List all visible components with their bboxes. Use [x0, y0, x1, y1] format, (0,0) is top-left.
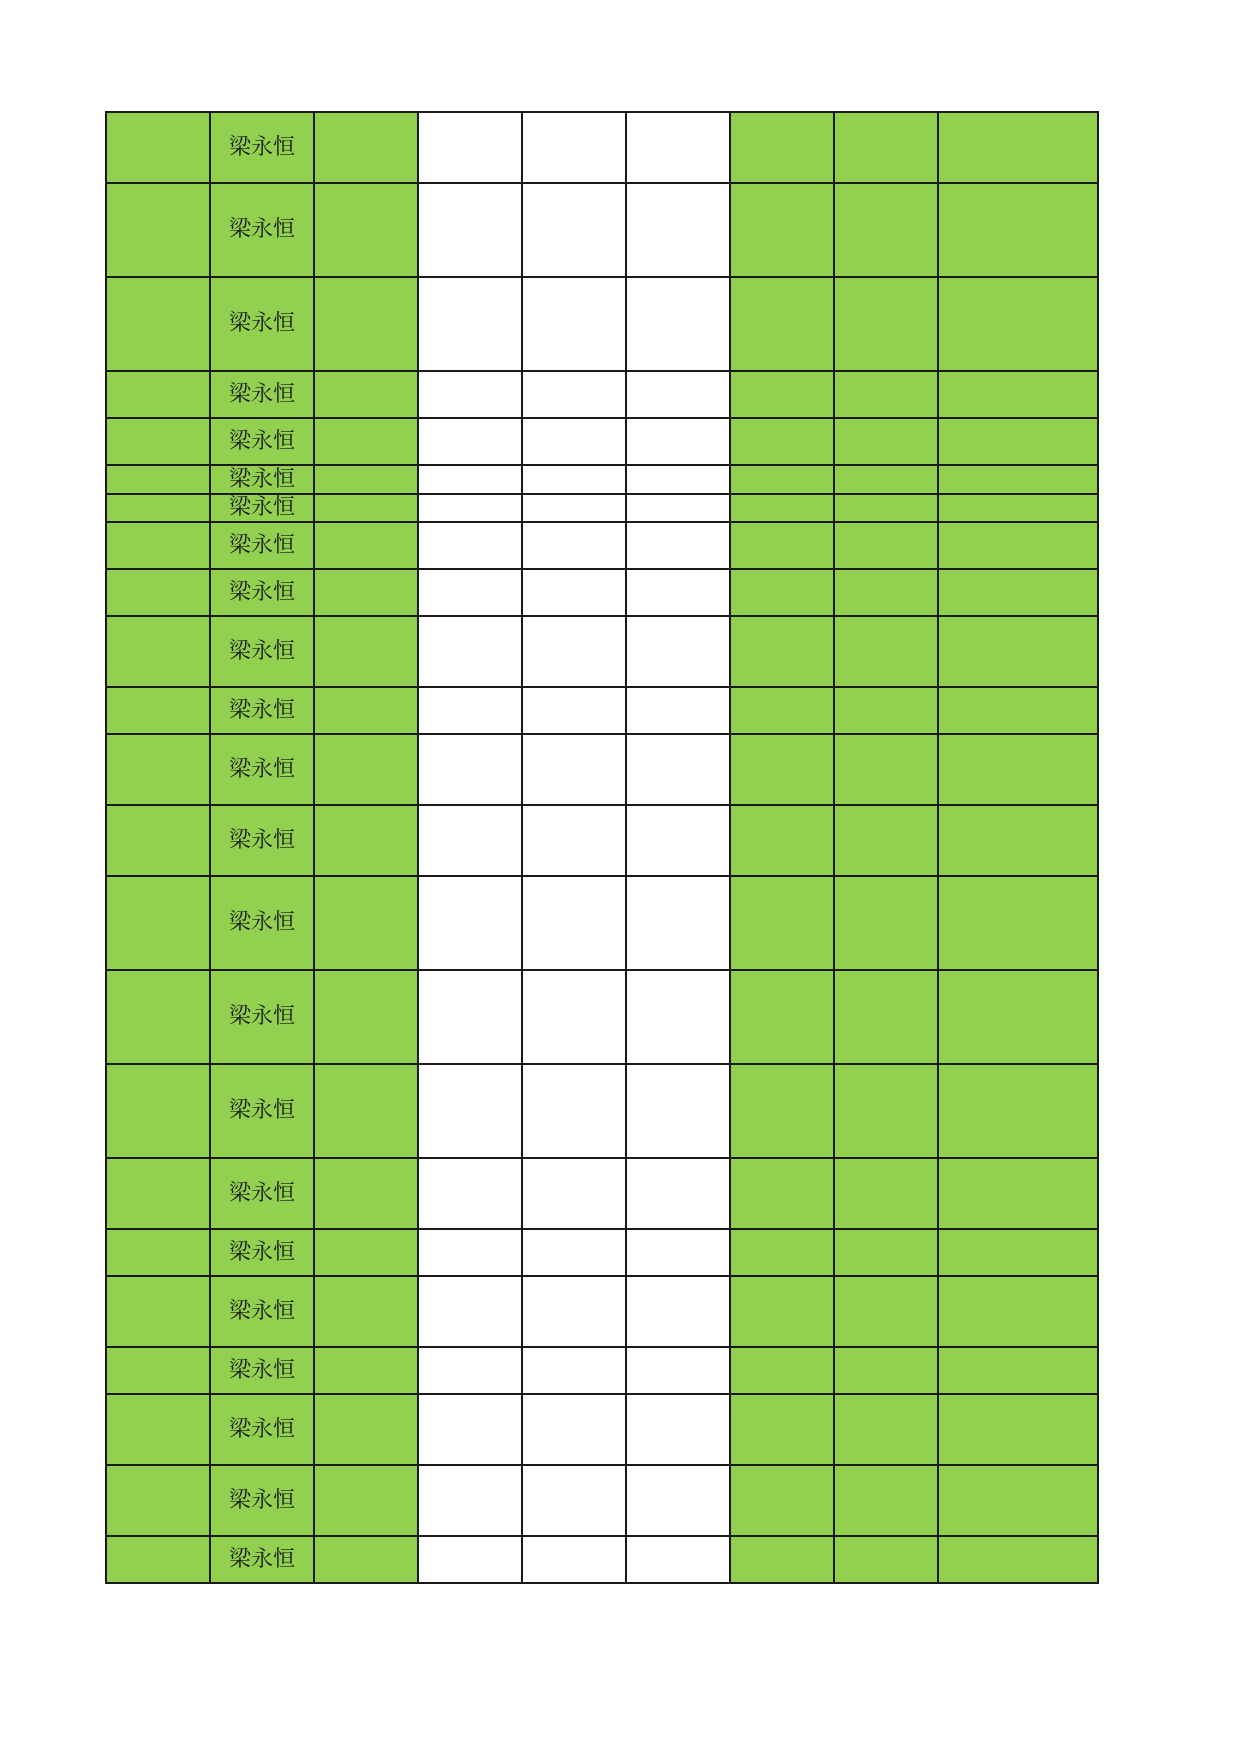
col-i-cell [938, 1229, 1098, 1276]
col-f-cell [626, 687, 730, 734]
col-i-cell [938, 183, 1098, 277]
col-e-cell [522, 687, 626, 734]
col-i-cell [938, 522, 1098, 569]
col-f-cell [626, 1158, 730, 1229]
col-d-cell [418, 1276, 522, 1347]
col-e-cell [522, 522, 626, 569]
col-e-cell [522, 183, 626, 277]
col-e-cell [522, 494, 626, 522]
name-cell: 梁永恒 [210, 1064, 314, 1158]
col-d-cell [418, 1229, 522, 1276]
col-f-cell [626, 371, 730, 418]
col-d-cell [418, 522, 522, 569]
col-d-cell [418, 1347, 522, 1394]
col-d-cell [418, 277, 522, 371]
col-c-cell [314, 371, 418, 418]
col-i-cell [938, 1536, 1098, 1583]
col-g-cell [730, 1465, 834, 1536]
col-g-cell [730, 522, 834, 569]
col-h-cell [834, 1536, 938, 1583]
col-a-cell [106, 616, 210, 687]
col-e-cell [522, 805, 626, 876]
col-e-cell [522, 1536, 626, 1583]
name-cell: 梁永恒 [210, 183, 314, 277]
col-h-cell [834, 734, 938, 805]
name-cell: 梁永恒 [210, 687, 314, 734]
col-c-cell [314, 1394, 418, 1465]
name-cell: 梁永恒 [210, 1276, 314, 1347]
name-cell: 梁永恒 [210, 522, 314, 569]
col-f-cell [626, 876, 730, 970]
col-d-cell [418, 805, 522, 876]
col-d-cell [418, 876, 522, 970]
col-c-cell [314, 418, 418, 465]
col-e-cell [522, 112, 626, 183]
col-g-cell [730, 687, 834, 734]
col-f-cell [626, 1276, 730, 1347]
col-i-cell [938, 112, 1098, 183]
col-c-cell [314, 494, 418, 522]
col-f-cell [626, 494, 730, 522]
col-g-cell [730, 805, 834, 876]
col-a-cell [106, 371, 210, 418]
name-cell: 梁永恒 [210, 876, 314, 970]
col-e-cell [522, 465, 626, 494]
col-f-cell [626, 805, 730, 876]
table-row [106, 734, 1098, 805]
col-e-cell [522, 1064, 626, 1158]
table-row [106, 616, 1098, 687]
col-f-cell [626, 1064, 730, 1158]
col-g-cell [730, 418, 834, 465]
col-i-cell [938, 970, 1098, 1064]
col-d-cell [418, 1394, 522, 1465]
col-a-cell [106, 734, 210, 805]
col-d-cell [418, 616, 522, 687]
col-d-cell [418, 418, 522, 465]
name-cell: 梁永恒 [210, 494, 314, 522]
col-f-cell [626, 277, 730, 371]
name-cell: 梁永恒 [210, 1536, 314, 1583]
spreadsheet-table [105, 111, 1099, 1584]
col-f-cell [626, 1229, 730, 1276]
col-c-cell [314, 805, 418, 876]
col-i-cell [938, 1465, 1098, 1536]
col-g-cell [730, 734, 834, 805]
col-i-cell [938, 1276, 1098, 1347]
col-f-cell [626, 734, 730, 805]
table-row [106, 371, 1098, 418]
col-f-cell [626, 569, 730, 616]
name-cell: 梁永恒 [210, 1394, 314, 1465]
col-a-cell [106, 1158, 210, 1229]
table-row [106, 1536, 1098, 1583]
col-g-cell [730, 183, 834, 277]
col-h-cell [834, 687, 938, 734]
col-d-cell [418, 1064, 522, 1158]
col-i-cell [938, 569, 1098, 616]
col-e-cell [522, 1276, 626, 1347]
col-g-cell [730, 1536, 834, 1583]
name-cell: 梁永恒 [210, 805, 314, 876]
col-f-cell [626, 112, 730, 183]
col-g-cell [730, 277, 834, 371]
col-h-cell [834, 371, 938, 418]
col-h-cell [834, 112, 938, 183]
col-a-cell [106, 876, 210, 970]
col-d-cell [418, 687, 522, 734]
col-e-cell [522, 1158, 626, 1229]
name-cell: 梁永恒 [210, 569, 314, 616]
col-h-cell [834, 616, 938, 687]
table-row [106, 1394, 1098, 1465]
col-c-cell [314, 970, 418, 1064]
col-i-cell [938, 418, 1098, 465]
table-row [106, 522, 1098, 569]
col-a-cell [106, 1394, 210, 1465]
col-g-cell [730, 1229, 834, 1276]
col-h-cell [834, 1347, 938, 1394]
col-c-cell [314, 569, 418, 616]
table-row [106, 112, 1098, 183]
table-row [106, 687, 1098, 734]
col-c-cell [314, 465, 418, 494]
col-e-cell [522, 569, 626, 616]
col-g-cell [730, 494, 834, 522]
col-h-cell [834, 1158, 938, 1229]
col-e-cell [522, 1347, 626, 1394]
col-a-cell [106, 1347, 210, 1394]
name-cell: 梁永恒 [210, 1158, 314, 1229]
col-a-cell [106, 805, 210, 876]
col-h-cell [834, 522, 938, 569]
col-a-cell [106, 418, 210, 465]
col-a-cell [106, 277, 210, 371]
col-e-cell [522, 1229, 626, 1276]
col-i-cell [938, 1347, 1098, 1394]
col-d-cell [418, 1536, 522, 1583]
col-i-cell [938, 371, 1098, 418]
col-a-cell [106, 183, 210, 277]
col-a-cell [106, 1536, 210, 1583]
col-a-cell [106, 970, 210, 1064]
col-d-cell [418, 465, 522, 494]
col-g-cell [730, 569, 834, 616]
col-g-cell [730, 1347, 834, 1394]
table-row [106, 1158, 1098, 1229]
col-i-cell [938, 1158, 1098, 1229]
name-cell: 梁永恒 [210, 616, 314, 687]
col-h-cell [834, 277, 938, 371]
col-h-cell [834, 494, 938, 522]
col-d-cell [418, 569, 522, 616]
name-cell: 梁永恒 [210, 1347, 314, 1394]
col-c-cell [314, 522, 418, 569]
col-c-cell [314, 1465, 418, 1536]
col-a-cell [106, 687, 210, 734]
col-h-cell [834, 1465, 938, 1536]
table-row [106, 1347, 1098, 1394]
col-c-cell [314, 112, 418, 183]
col-i-cell [938, 1394, 1098, 1465]
col-c-cell [314, 876, 418, 970]
col-a-cell [106, 1229, 210, 1276]
col-g-cell [730, 112, 834, 183]
col-h-cell [834, 876, 938, 970]
col-a-cell [106, 1064, 210, 1158]
table-row [106, 805, 1098, 876]
col-d-cell [418, 183, 522, 277]
col-c-cell [314, 277, 418, 371]
name-cell: 梁永恒 [210, 1465, 314, 1536]
col-a-cell [106, 112, 210, 183]
col-f-cell [626, 522, 730, 569]
col-c-cell [314, 1536, 418, 1583]
col-f-cell [626, 183, 730, 277]
col-g-cell [730, 970, 834, 1064]
col-i-cell [938, 734, 1098, 805]
col-h-cell [834, 1394, 938, 1465]
col-e-cell [522, 876, 626, 970]
name-cell: 梁永恒 [210, 371, 314, 418]
col-f-cell [626, 465, 730, 494]
col-g-cell [730, 465, 834, 494]
col-i-cell [938, 687, 1098, 734]
col-c-cell [314, 734, 418, 805]
col-g-cell [730, 1394, 834, 1465]
col-f-cell [626, 1465, 730, 1536]
col-g-cell [730, 616, 834, 687]
col-e-cell [522, 418, 626, 465]
name-cell: 梁永恒 [210, 734, 314, 805]
col-d-cell [418, 112, 522, 183]
col-c-cell [314, 1064, 418, 1158]
col-g-cell [730, 876, 834, 970]
col-h-cell [834, 1229, 938, 1276]
col-i-cell [938, 616, 1098, 687]
name-cell: 梁永恒 [210, 970, 314, 1064]
col-g-cell [730, 1276, 834, 1347]
col-h-cell [834, 1276, 938, 1347]
col-f-cell [626, 418, 730, 465]
col-h-cell [834, 805, 938, 876]
col-c-cell [314, 687, 418, 734]
col-i-cell [938, 805, 1098, 876]
col-f-cell [626, 1536, 730, 1583]
col-a-cell [106, 465, 210, 494]
col-d-cell [418, 371, 522, 418]
col-d-cell [418, 734, 522, 805]
col-i-cell [938, 277, 1098, 371]
table-row [106, 494, 1098, 522]
col-e-cell [522, 1394, 626, 1465]
col-e-cell [522, 734, 626, 805]
col-h-cell [834, 465, 938, 494]
col-c-cell [314, 616, 418, 687]
col-h-cell [834, 970, 938, 1064]
col-c-cell [314, 183, 418, 277]
col-c-cell [314, 1276, 418, 1347]
col-e-cell [522, 277, 626, 371]
col-d-cell [418, 1158, 522, 1229]
table-row [106, 970, 1098, 1064]
col-i-cell [938, 465, 1098, 494]
table-row [106, 569, 1098, 616]
table-row [106, 465, 1098, 494]
name-cell: 梁永恒 [210, 277, 314, 371]
col-a-cell [106, 569, 210, 616]
col-c-cell [314, 1229, 418, 1276]
table-row [106, 876, 1098, 970]
table-row [106, 1064, 1098, 1158]
col-c-cell [314, 1347, 418, 1394]
col-i-cell [938, 1064, 1098, 1158]
col-i-cell [938, 494, 1098, 522]
table-row [106, 418, 1098, 465]
col-d-cell [418, 1465, 522, 1536]
table-body [106, 112, 1098, 1583]
col-i-cell [938, 876, 1098, 970]
col-h-cell [834, 183, 938, 277]
col-f-cell [626, 970, 730, 1064]
col-a-cell [106, 494, 210, 522]
col-f-cell [626, 1394, 730, 1465]
col-h-cell [834, 418, 938, 465]
table-row [106, 277, 1098, 371]
table-row [106, 183, 1098, 277]
col-g-cell [730, 1064, 834, 1158]
col-g-cell [730, 1158, 834, 1229]
name-cell: 梁永恒 [210, 1229, 314, 1276]
name-cell: 梁永恒 [210, 112, 314, 183]
col-a-cell [106, 1276, 210, 1347]
col-c-cell [314, 1158, 418, 1229]
table-row [106, 1465, 1098, 1536]
col-g-cell [730, 371, 834, 418]
name-cell: 梁永恒 [210, 418, 314, 465]
col-h-cell [834, 569, 938, 616]
col-e-cell [522, 616, 626, 687]
col-a-cell [106, 522, 210, 569]
col-a-cell [106, 1465, 210, 1536]
col-d-cell [418, 970, 522, 1064]
col-e-cell [522, 371, 626, 418]
name-cell: 梁永恒 [210, 465, 314, 494]
col-e-cell [522, 1465, 626, 1536]
col-d-cell [418, 494, 522, 522]
table-row [106, 1229, 1098, 1276]
col-f-cell [626, 616, 730, 687]
col-f-cell [626, 1347, 730, 1394]
col-e-cell [522, 970, 626, 1064]
table-row [106, 1276, 1098, 1347]
col-h-cell [834, 1064, 938, 1158]
